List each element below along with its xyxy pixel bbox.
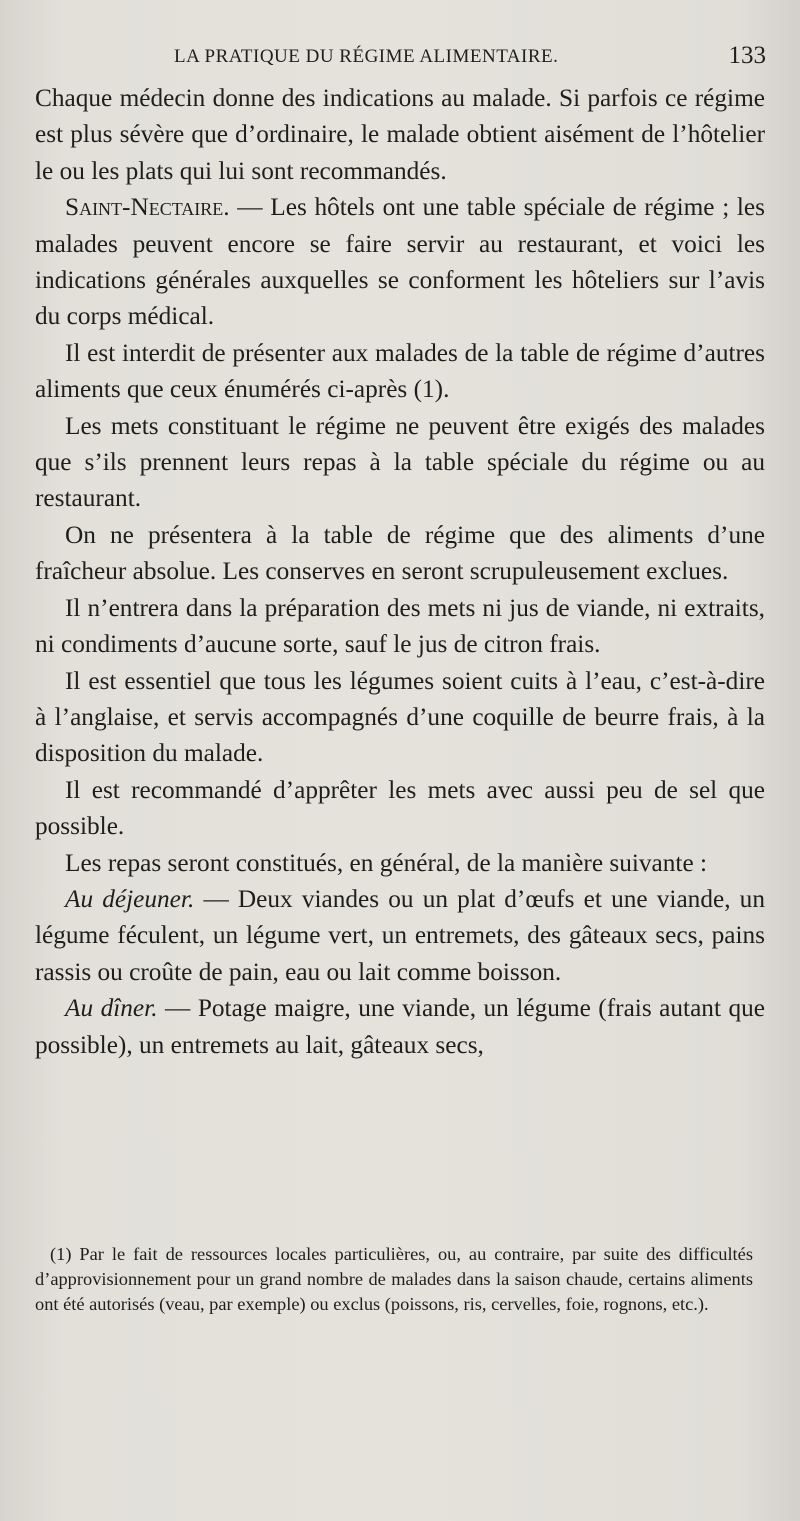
body-text: [35, 80, 765, 1063]
paragraph-fraicheur: On ne présentera à la table de régime que des aliments d’une fraîcheur absolue. Les conserves en seront scrupuleusement exclues.: [35, 520, 765, 586]
paragraph-intro: Chaque médecin donne des indications au malade. Si parfois ce régime est plus sévère que d’ordinaire, le malade obtient aisément de l’hôtelier le ou les plats qui lui sont recommandés.: [35, 84, 765, 185]
meal-heading-dejeuner: Au déjeuner.: [65, 884, 195, 913]
page-number: 133: [728, 42, 766, 69]
footnote-text: (1) Par le fait de ressources locales particulières, ou, au contraire, par suite des difficultés d’approvisionnement pour un grand nombre de malades dans la saison chaude, certains aliments ont été autorisés (veau, par exemple) ou exclus (poissons, ris, cervelles, foie, rognons, etc.).: [35, 1244, 753, 1314]
paragraph-saint-nectaire: Saint-Nectaire. — Les hôtels ont une table spéciale de régime ; les malades peuvent encore se faire servir au restaurant, et voici les indications générales auxquelles se conforment les hôteliers sur l’avis du corps médical.: [35, 193, 765, 331]
paragraph-preparation: Il n’entrera dans la préparation des mets ni jus de viande, ni extraits, ni condiments d’aucune sorte, sauf le jus de citron frais.: [35, 593, 765, 659]
paragraph-repas: Les repas seront constitués, en général, de la manière suivante :: [65, 848, 708, 877]
section-heading-saint-nectaire: Saint-Nectaire.: [65, 193, 230, 222]
page-header: [40, 42, 766, 78]
paragraph-diner: Au dîner. — Potage maigre, une viande, un légume (frais autant que possible), un entremets au lait, gâteaux secs,: [35, 994, 766, 1059]
paragraph-sel: Il est recommandé d’apprêter les mets avec aussi peu de sel que possible.: [35, 775, 765, 841]
paragraph-dejeuner: Au déjeuner. — Deux viandes ou un plat d’œufs et une viande, un légume féculent, un légume vert, un entremets, des gâteaux secs, pains rassis ou croûte de pain, eau ou lait comme boisson.: [35, 884, 765, 986]
footnote: [35, 1242, 753, 1316]
paragraph-legumes: Il est essentiel que tous les légumes soient cuits à l’eau, c’est-à-dire à l’anglaise, et servis accompagnés d’une coquille de beurre frais, à la disposition du malade.: [35, 666, 765, 768]
paragraph-mets: Les mets constituant le régime ne peuvent être exigés des malades que s’ils prennent leurs repas à la table spéciale du régime ou au restaurant.: [35, 411, 765, 513]
paragraph-interdiction: Il est interdit de présenter aux malades de la table de régime d’autres aliments que ceux énumérés ci-après (1).: [35, 338, 765, 404]
meal-heading-diner: Au dîner.: [65, 994, 158, 1023]
running-title: LA PRATIQUE DU RÉGIME ALIMENTAIRE.: [174, 46, 559, 67]
